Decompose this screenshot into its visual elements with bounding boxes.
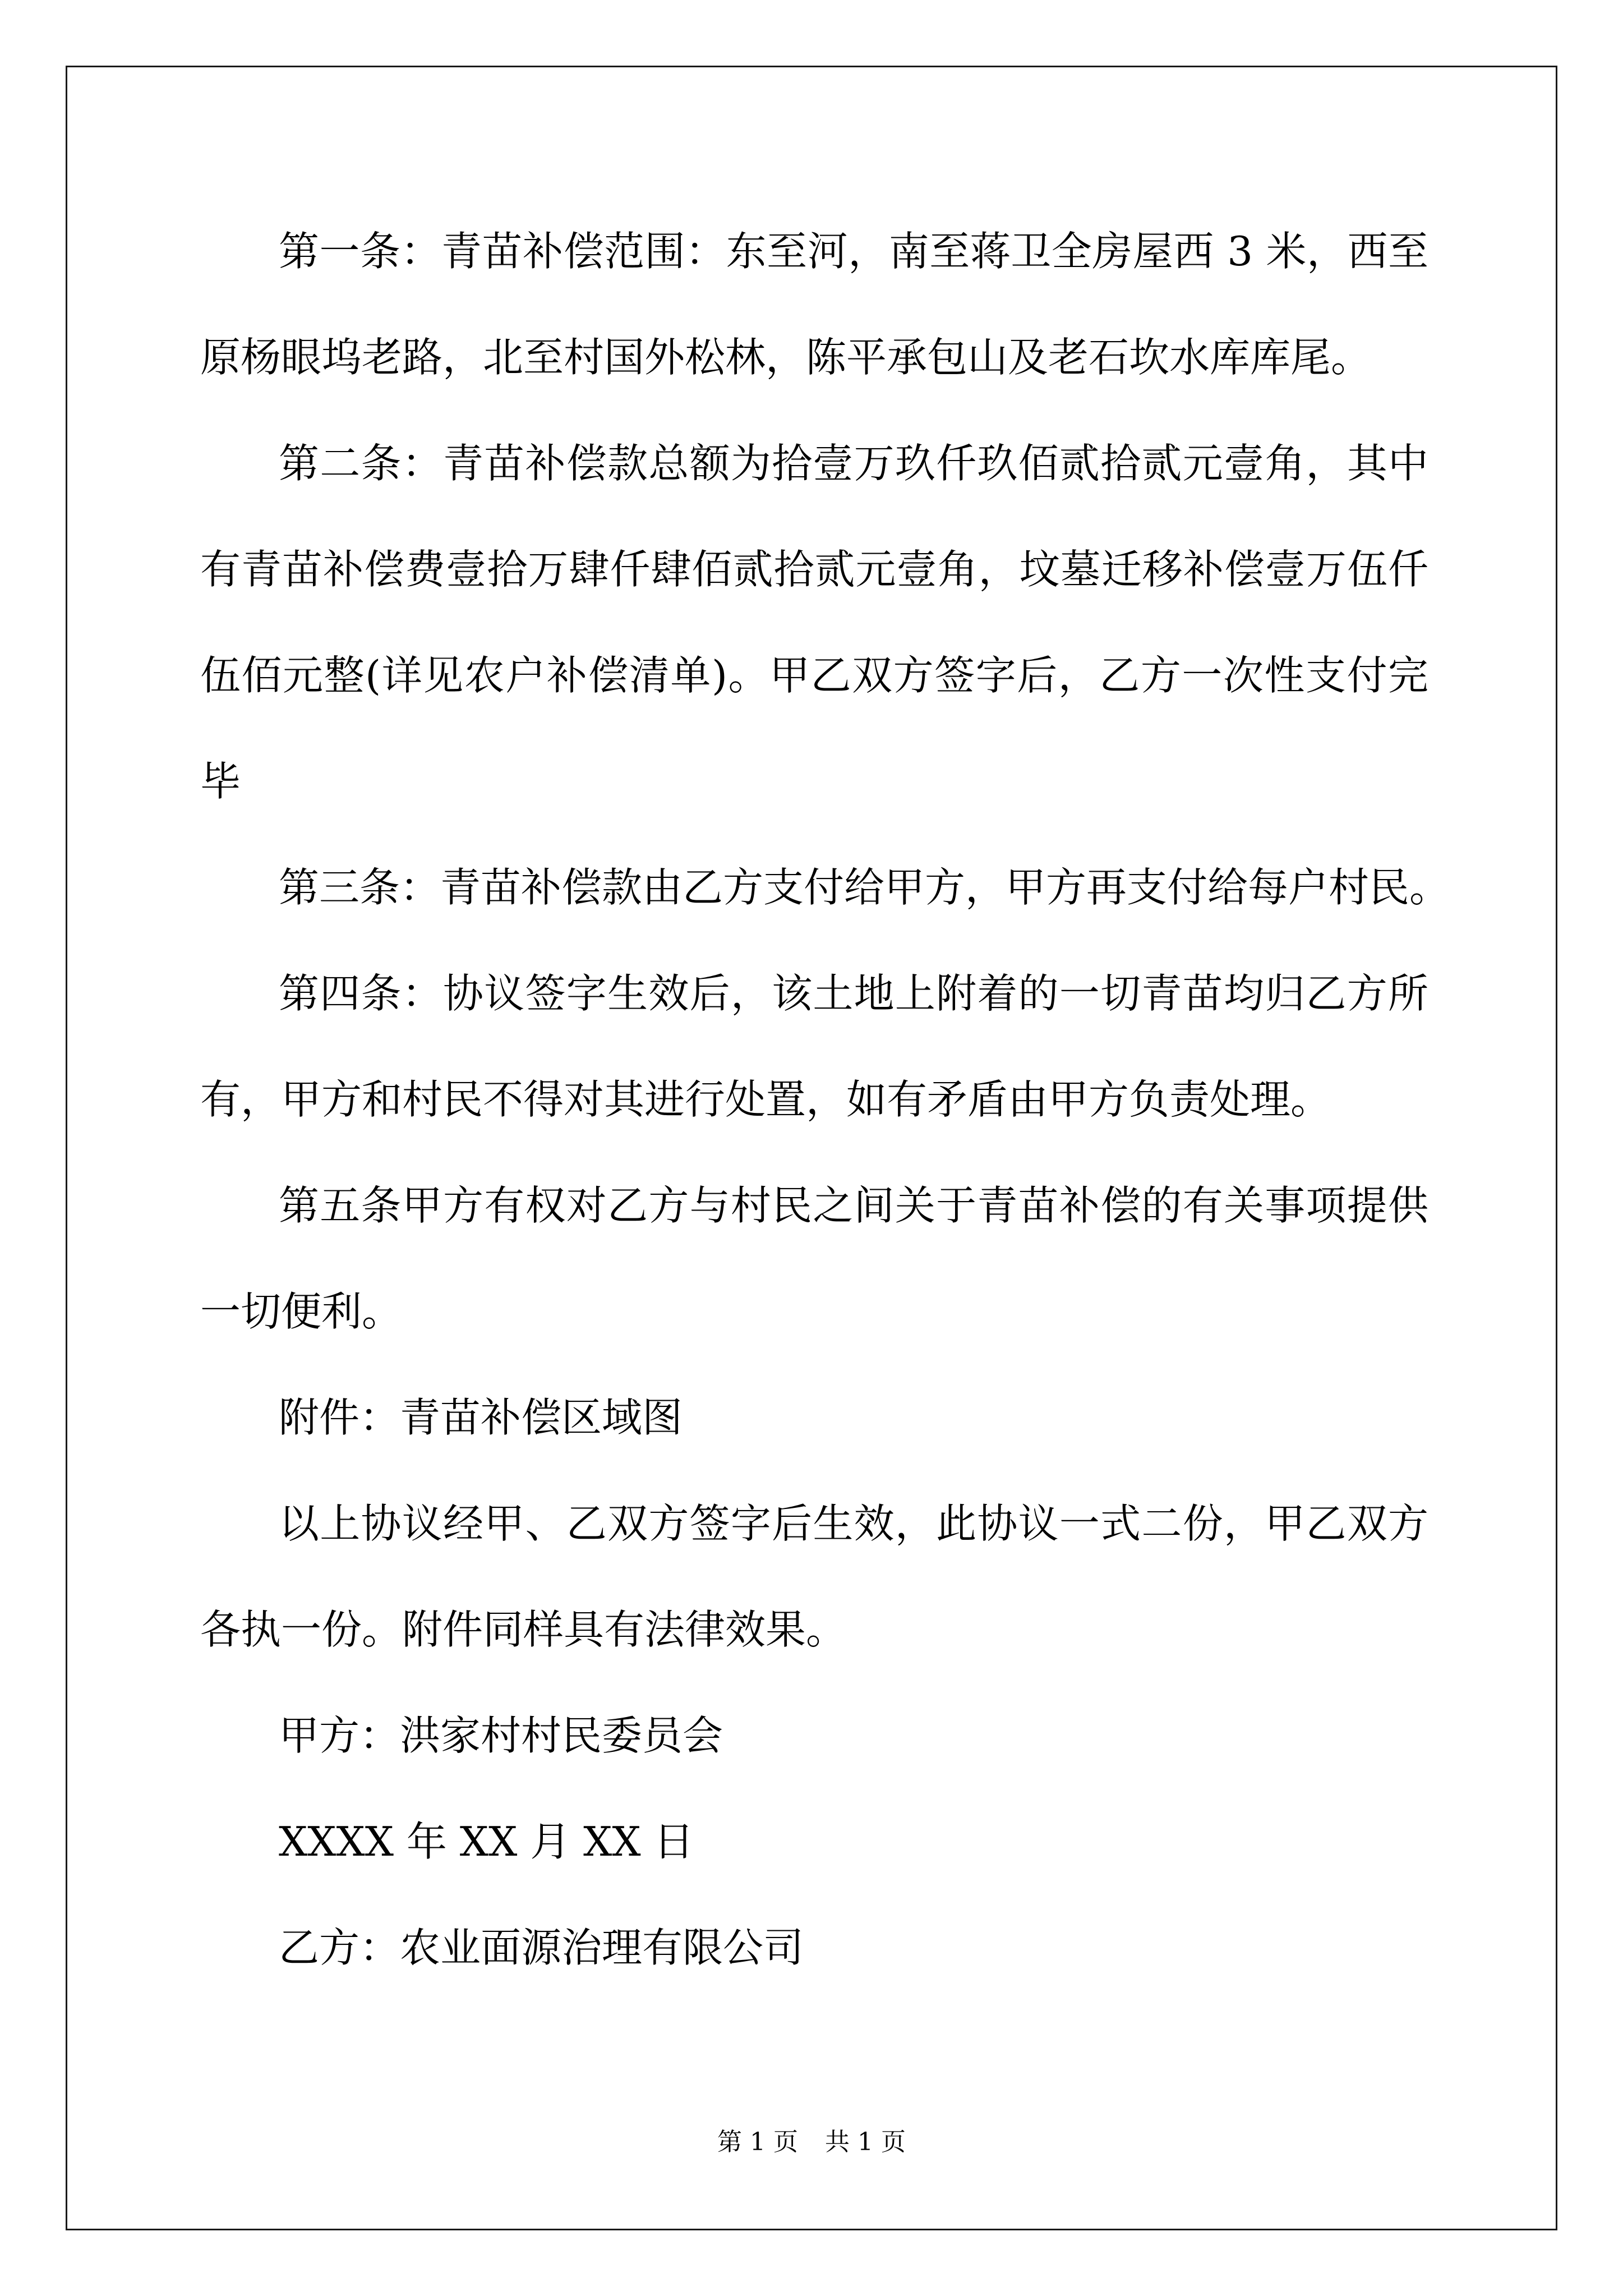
text-line: 一切便利。 [200, 1288, 403, 1335]
text-line: 有，甲方和村民不得对其进行处置，如有矛盾由甲方负责处理。 [200, 1076, 1331, 1123]
text-line: 乙方：农业面源治理有限公司 [279, 1924, 804, 1971]
text-line: 附件：青苗补偿区域图 [279, 1394, 683, 1441]
text-line: 原杨眼坞老路，北至村国外松林，陈平承包山及老石坎水库库尾。 [200, 334, 1372, 381]
current-page-label: 第 1 页 [717, 2128, 798, 2156]
text-line: 各执一份。附件同样具有法律效果。 [200, 1606, 847, 1653]
attachment-note [200, 1365, 1428, 1471]
clause-2-amount [200, 411, 1428, 835]
party-a-signature [200, 1683, 1428, 1789]
effectiveness-clause [200, 1471, 1428, 1683]
text-line: 第一条：青苗补偿范围：东至河，南至蒋卫全房屋西 3 米，西至 [279, 228, 1428, 275]
text-line: 以上协议经甲、乙双方签字后生效，此协议一式二份，甲乙双方 [279, 1500, 1428, 1547]
document-body [200, 199, 1450, 2001]
clause-4-ownership [200, 941, 1428, 1153]
text-line: 甲方：洪家村村民委员会 [279, 1712, 723, 1759]
text-line: 伍佰元整(详见农户补偿清单)。甲乙双方签字后，乙方一次性支付完 [200, 652, 1428, 699]
page-footer [0, 2125, 1623, 2159]
text-line: 第五条甲方有权对乙方与村民之间关于青苗补偿的有关事项提供 [279, 1182, 1428, 1229]
signing-date [200, 1789, 1428, 1895]
text-line: 第二条：青苗补偿款总额为拾壹万玖仟玖佰贰拾贰元壹角，其中 [279, 440, 1428, 487]
text-line: 第三条：青苗补偿款由乙方支付给甲方，甲方再支付给每户村民。 [279, 864, 1450, 911]
total-pages-label: 共 1 页 [825, 2128, 906, 2156]
clause-3-payment [200, 835, 1450, 941]
clause-5-rights [200, 1153, 1428, 1365]
clause-1-scope [200, 199, 1428, 411]
party-b-signature [200, 1895, 1428, 2001]
text-line: XXXX 年 XX 月 XX 日 [279, 1818, 694, 1865]
text-line: 毕 [200, 758, 241, 805]
text-line: 有青苗补偿费壹拾万肆仟肆佰贰拾贰元壹角，坟墓迁移补偿壹万伍仟 [200, 546, 1428, 593]
text-line: 第四条：协议签字生效后，该土地上附着的一切青苗均归乙方所 [279, 970, 1428, 1017]
